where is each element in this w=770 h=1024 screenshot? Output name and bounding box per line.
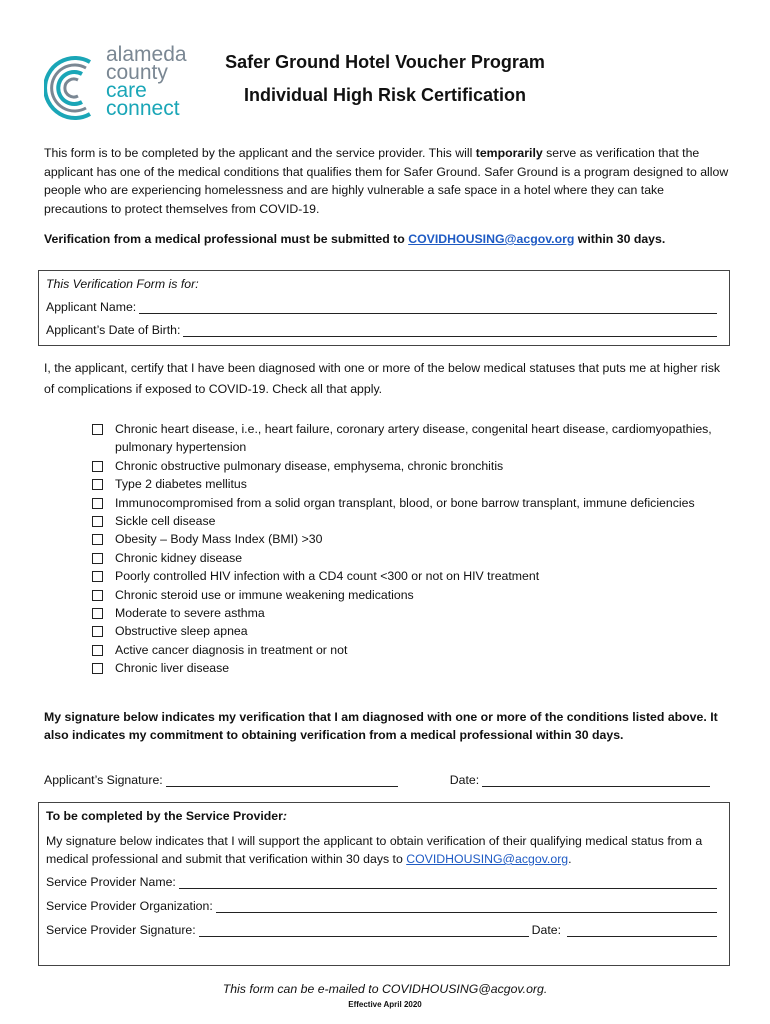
applicant-name-row: [46, 300, 717, 314]
condition-label: Immunocompromised from a solid organ transplant, blood, or bone barrow transplant, immune deficiencies: [115, 495, 695, 510]
applicant-info-box: [38, 270, 730, 346]
condition-checkbox[interactable]: [92, 663, 103, 674]
condition-item: [92, 420, 732, 457]
condition-checkbox[interactable]: [92, 516, 103, 527]
footer-email-note: This form can be e-mailed to COVIDHOUSING@acgov.org.: [222, 982, 548, 996]
condition-checkbox[interactable]: [92, 608, 103, 619]
verification-notice: Verification from a medical professional must be submitted to COVIDHOUSING@acgov.org within 30 days.: [44, 232, 666, 246]
condition-label: Chronic liver disease: [115, 661, 230, 676]
condition-label: Type 2 diabetes mellitus: [115, 477, 247, 492]
condition-item: [92, 567, 732, 585]
provider-date-field[interactable]: [567, 924, 717, 937]
signature-statement: My signature below indicates my verification that I am diagnosed with one or more of the conditions listed above. It also indicates my commitment to obtaining verification from a medical professional within 30 days.: [44, 710, 718, 742]
provider-name-label: Service Provider Name:: [46, 875, 176, 889]
provider-org-label: Service Provider Organization:: [46, 899, 213, 913]
condition-checkbox[interactable]: [92, 461, 103, 472]
condition-label: Chronic kidney disease: [115, 550, 243, 565]
condition-item: [92, 457, 732, 475]
applicant-signature-row: [44, 773, 724, 787]
condition-item: [92, 530, 732, 548]
applicant-dob-row: [46, 323, 717, 337]
service-provider-statement: My signature below indicates that I will support the applicant to obtain verification of their qualifying medical status from a medical professional and submit that verification within 30 days to COVIDHOUSING@acgov.org.: [46, 834, 703, 866]
condition-label: Chronic heart disease, i.e., heart failure, coronary artery disease, congenital heart disease, cardiomyopathies, pulmonary hypertension: [115, 422, 712, 455]
provider-name-row: [46, 875, 717, 889]
condition-checkbox[interactable]: [92, 645, 103, 656]
condition-item: [92, 659, 732, 677]
condition-checkbox[interactable]: [92, 626, 103, 637]
applicant-dob-field[interactable]: [183, 324, 717, 337]
condition-label: Sickle cell disease: [115, 514, 216, 529]
condition-item: [92, 604, 732, 622]
condition-item: [92, 549, 732, 567]
applicant-date-field[interactable]: [482, 774, 710, 787]
condition-checkbox[interactable]: [92, 590, 103, 601]
condition-label: Obesity – Body Mass Index (BMI) >30: [115, 532, 323, 547]
intro-bold-word: temporarily: [475, 146, 543, 160]
applicant-box-heading: This Verification Form is for:: [46, 277, 199, 291]
condition-item: [92, 641, 732, 659]
verification-email-link[interactable]: COVIDHOUSING@acgov.org: [408, 232, 575, 246]
applicant-signature-field[interactable]: [166, 774, 398, 787]
applicant-signature-label: Applicant’s Signature:: [44, 773, 163, 787]
certify-statement: I, the applicant, certify that I have been diagnosed with one or more of the below medical statuses that puts me at higher risk of complications if exposed to COVID-19. Check all that apply.: [44, 361, 721, 396]
logo-line-care: care: [106, 79, 147, 102]
footer-effective-date: Effective April 2020: [348, 1000, 422, 1009]
provider-org-row: [46, 899, 717, 913]
condition-checkbox[interactable]: [92, 479, 103, 490]
applicant-dob-label: Applicant’s Date of Birth:: [46, 323, 181, 337]
logo-line-county: county: [106, 61, 168, 84]
provider-name-field[interactable]: [179, 876, 717, 889]
applicant-date-label: Date:: [449, 773, 480, 787]
condition-label: Chronic steroid use or immune weakening medications: [115, 587, 414, 602]
condition-checkbox[interactable]: [92, 571, 103, 582]
condition-checkbox[interactable]: [92, 553, 103, 564]
condition-item: [92, 586, 732, 604]
provider-email-link[interactable]: COVIDHOUSING@acgov.org: [406, 852, 569, 866]
condition-item: [92, 475, 732, 493]
conditions-checklist: [92, 420, 732, 678]
condition-item: [92, 622, 732, 640]
page-title: Safer Ground Hotel Voucher Program: [225, 52, 545, 72]
provider-date-label: Date:: [531, 923, 561, 937]
condition-label: Chronic obstructive pulmonary disease, emphysema, chronic bronchitis: [115, 458, 504, 473]
provider-org-field[interactable]: [216, 900, 717, 913]
provider-signature-row: [46, 923, 717, 937]
county-logo: [44, 43, 204, 132]
service-provider-box: [38, 802, 730, 966]
condition-checkbox[interactable]: [92, 498, 103, 509]
applicant-name-label: Applicant Name:: [46, 300, 137, 314]
condition-item: [92, 512, 732, 530]
intro-paragraph: This form is to be completed by the applicant and the service provider. This will temporarily serve as verification that the applicant has one of the medical conditions that qualifies them for Safer Ground. Safer Ground is a program designed to allow people who are experiencing homelessness and are highly vulnerable a safe space in a hotel where they can take precautions to protect themselves from COVID-19.: [44, 146, 729, 216]
service-provider-heading: To be completed by the Service Provider:: [46, 809, 288, 823]
care-connect-logo-icon: [44, 50, 100, 126]
page-subtitle: Individual High Risk Certification: [243, 85, 527, 105]
logo-line-connect: connect: [106, 97, 180, 120]
logo-line-alameda: alameda: [106, 43, 187, 66]
condition-checkbox[interactable]: [92, 534, 103, 545]
applicant-name-field[interactable]: [139, 301, 717, 314]
condition-label: Moderate to severe asthma: [115, 606, 265, 621]
condition-label: Active cancer diagnosis in treatment or not: [115, 642, 348, 657]
provider-signature-field[interactable]: [199, 924, 529, 937]
provider-signature-label: Service Provider Signature:: [46, 923, 196, 937]
condition-label: Poorly controlled HIV infection with a CD4 count <300 or not on HIV treatment: [115, 569, 540, 584]
condition-label: Obstructive sleep apnea: [115, 624, 248, 639]
condition-item: [92, 494, 732, 512]
condition-checkbox[interactable]: [92, 424, 103, 435]
